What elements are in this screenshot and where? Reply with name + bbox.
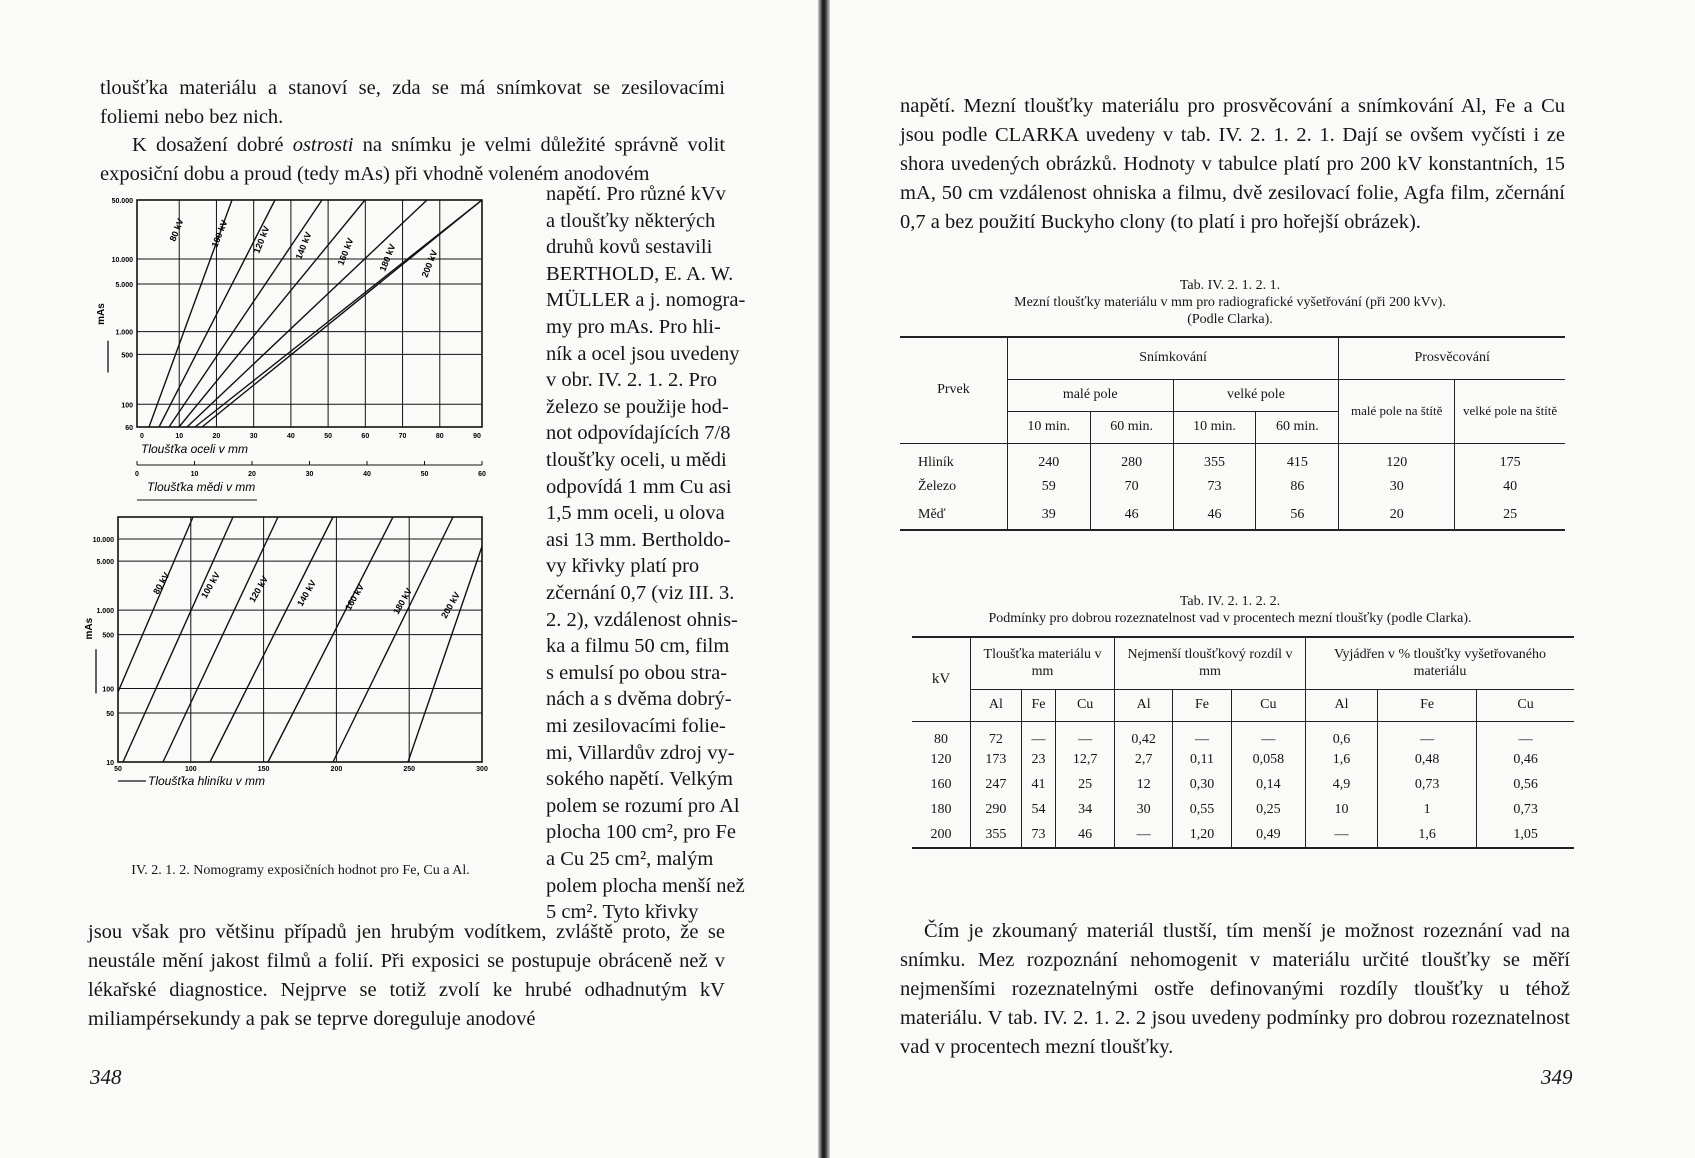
chart1-y-tick: 1.000 xyxy=(115,329,133,337)
side-text-line: 1,5 mm oceli, u olova xyxy=(546,502,725,525)
table2-cell: 0,73 xyxy=(1377,773,1476,798)
side-text-line: mi zesilovacími folie- xyxy=(546,715,726,737)
left-bottom-paragraph: jsou však pro většinu případů jen hrubým vodítkem, zvláště proto, že se neustále mění jakost filmů a folií. Při exposici se postupuje obráceně než v lékařské diagnostice. Nejprve se totiž zvolí ke hrubé odhadnutým kV miliampérsekundy a pak se teprve doreguluje anodové xyxy=(88,921,725,1030)
table2-cell: 1,6 xyxy=(1306,748,1378,773)
chart1-x-tick-copper: 20 xyxy=(248,471,256,478)
chart1-y-tick: 50.000 xyxy=(111,198,133,205)
table2-cell: 73 xyxy=(1021,823,1056,848)
table2-row-kv: 80 xyxy=(912,721,971,748)
table1-header-60min-male: 60 min. xyxy=(1090,411,1173,443)
table2-title: Podmínky pro dobrou rozeznatelnost vad v procentech mezní tloušťky (podle Clarka). xyxy=(988,611,1472,626)
nomogram-figure xyxy=(80,185,510,875)
table1-row xyxy=(900,472,1565,501)
table1-row-label: Hliník xyxy=(900,443,1007,472)
chart2-series-label: 140 kV xyxy=(295,578,318,608)
chart1-xlabel-steel: Tloušťka oceli v mm xyxy=(141,442,248,456)
chart1-ylabel: mAs xyxy=(96,303,107,325)
table2-row xyxy=(912,823,1574,848)
table2-subheader-al: Al xyxy=(1115,689,1173,721)
side-text-line: v obr. IV. 2. 1. 2. Pro xyxy=(546,369,718,392)
chart1-y-tick: 500 xyxy=(121,352,133,360)
side-text-line: a Cu 25 cm², malým xyxy=(546,848,714,870)
table2-cell: 12,7 xyxy=(1056,748,1115,773)
side-text-line: not odpovídajících 7/8 xyxy=(546,422,731,445)
chart2-series-label: 180 kV xyxy=(391,586,414,616)
side-text-line: MÜLLER a j. nomogra- xyxy=(546,289,746,312)
table2-row xyxy=(912,798,1574,823)
chart1-series-label: 160 kV xyxy=(335,236,356,267)
table2-cell: 0,48 xyxy=(1377,748,1476,773)
table1-cell: 280 xyxy=(1090,443,1173,472)
table2-cell: 54 xyxy=(1021,798,1056,823)
table2-cell: — xyxy=(1021,721,1056,748)
chart1-x-tick-copper: 60 xyxy=(478,471,486,478)
table2-cell: — xyxy=(1377,721,1476,748)
side-text-line: polem plocha menší než xyxy=(546,874,745,897)
chart2-x-tick: 250 xyxy=(403,766,416,773)
chart1-series-line xyxy=(179,200,365,427)
page-number-left: 348 xyxy=(90,1065,122,1089)
chart2-x-tick: 100 xyxy=(184,766,197,773)
table1-cell: 46 xyxy=(1173,501,1256,530)
side-text-line: 5 cm². Tyto křivky xyxy=(546,901,699,924)
table1-cell: 59 xyxy=(1007,472,1090,501)
chart1-series-line xyxy=(169,200,322,427)
table2-cell: 247 xyxy=(971,773,1022,798)
chart2-x-tick: 300 xyxy=(476,766,488,773)
table1-cell: 46 xyxy=(1090,501,1173,530)
table1-cell: 73 xyxy=(1173,472,1256,501)
side-text-line: zčernání 0,7 (viz III. 3. xyxy=(546,582,735,604)
para2-start: K dosažení dobré xyxy=(132,134,284,156)
table2-cell: 4,9 xyxy=(1306,773,1378,798)
chart2-frame xyxy=(118,517,482,762)
table2-subheader-row xyxy=(912,689,1574,721)
chart2-y-tick: 10.000 xyxy=(92,537,114,545)
table2-header-vyjadren: Vyjádřen v % tloušťky vyšetřovaného materiálu xyxy=(1306,637,1574,689)
chart1-y-tick: 60 xyxy=(125,425,133,432)
chart1-x-tick-copper: 30 xyxy=(305,471,314,478)
table2-row-kv: 180 xyxy=(912,798,971,823)
table2-subheader-al: Al xyxy=(1306,689,1378,721)
table2-subheader-al: Al xyxy=(971,689,1022,721)
table1-header-velke-pole: velké pole xyxy=(1173,379,1339,411)
side-text-line: vy křivky platí pro xyxy=(546,555,700,578)
chart1-x-tick-steel: 10 xyxy=(175,433,184,440)
side-text-line: sokého napětí. Velkým xyxy=(546,768,733,791)
table2-cell: 1 xyxy=(1377,798,1476,823)
table2-cell: 0,30 xyxy=(1173,773,1231,798)
left-page xyxy=(0,0,818,1158)
chart2-series-line xyxy=(118,517,193,692)
chart2-series-label: 100 kV xyxy=(199,570,222,600)
right-top-paragraph: napětí. Mezní tloušťky materiálu pro prosvěcování a snímkování Al, Fe a Cu jsou podle CLARKA uvedeny v tab. IV. 2. 1. 2. 1. Dají se ovšem vyčísti i ze shora uvedených obrázků. Hodnoty v tabulce platí pro 200 kV konstantních, 15 mA, 50 cm vzdálenost ohniska a filmu, dvě zesilovací folie, Agfa film, zčernání 0,7 a bez použití Buckyho clony (to platí i pro hořejší obrázek). xyxy=(900,95,1565,233)
table1-cell: 40 xyxy=(1503,478,1518,494)
table2-cell: 0,46 xyxy=(1513,752,1538,767)
chart1-y-tick: 5.000 xyxy=(115,281,133,289)
chart2-series-line xyxy=(408,546,482,762)
chart1-y-tick: 100 xyxy=(121,402,133,410)
table2-cell: 0,56 xyxy=(1513,777,1538,792)
table2-header-nejmensi: Nejmenší tloušťkový rozdíl v mm xyxy=(1115,637,1306,689)
chart1-x-tick-copper: 40 xyxy=(363,471,371,478)
chart2-xlabel: Tloušťka hliníku v mm xyxy=(148,774,265,788)
chart2-x-tick: 150 xyxy=(257,766,270,773)
table1-cell: 120 xyxy=(1339,443,1455,472)
side-text-line: BERTHOLD, E. A. W. xyxy=(546,262,734,285)
chart1-series-label: 180 kV xyxy=(377,242,398,273)
table1-row-label: Železo xyxy=(900,472,1007,501)
table2-number: Tab. IV. 2. 1. 2. 2. xyxy=(1179,594,1281,609)
chart2-series-line xyxy=(333,517,453,762)
chart1-x-tick-steel: 90 xyxy=(473,433,481,440)
table1-cell: 20 xyxy=(1339,501,1455,530)
chart2-series-label: 200 kV xyxy=(439,590,462,620)
table2-cell: 1,20 xyxy=(1173,823,1231,848)
table2-cell: 0,49 xyxy=(1231,823,1305,848)
table1-cell: 25 xyxy=(1503,507,1518,522)
right-bottom-paragraph: Čím je zkoumaný materiál tlustší, tím menší je možnost rozeznání vad na snímku. Mez rozpoznání nehomogenit v materiálu určité tloušťky se měří nejmenšími rozeznatelnými ostře definovanými rozdíly tloušťky u téhož materiálu. V tab. IV. 2. 1. 2. 2 jsou uvedeny podmínky pro dobrou rozeznatelnost vad v procentech mezní tloušťky. xyxy=(900,920,1570,1058)
table1-header-prosvecovani: Prosvěcování xyxy=(1339,337,1565,379)
side-text-line: nách a s dvěma dobrý- xyxy=(546,688,732,711)
table1-body xyxy=(900,443,1565,530)
table1-title: Mezní tloušťky materiálu v mm pro radiografické vyšetřování (při 200 kVv). xyxy=(1014,295,1446,310)
table2-cell: 0,73 xyxy=(1513,802,1538,817)
side-text-line: mi, Villardův zdroj vy- xyxy=(546,741,735,764)
table2-row-kv: 160 xyxy=(912,773,971,798)
table1-cell: 415 xyxy=(1256,443,1339,472)
table2-cell: 0,14 xyxy=(1231,773,1305,798)
table1-cell: 240 xyxy=(1007,443,1090,472)
side-text-line: a tloušťky některých xyxy=(546,209,716,232)
table1-header-10min-velke: 10 min. xyxy=(1173,411,1256,443)
table1-row xyxy=(900,443,1565,472)
left-top-paragraph: tloušťka materiálu a stanoví se, zda se má snímkovat se zesilovacími foliemi nebo bez nich. xyxy=(100,77,725,128)
table2-cell: 72 xyxy=(971,721,1022,748)
table1-cell: 355 xyxy=(1173,443,1256,472)
figure-caption: IV. 2. 1. 2. Nomogramy exposičních hodnot pro Fe, Cu a Al. xyxy=(131,863,470,878)
chart2-series-label: 160 kV xyxy=(343,582,366,612)
table2-cell: 355 xyxy=(971,823,1022,848)
chart2-y-tick: 500 xyxy=(102,632,114,640)
table2-cell: 2,7 xyxy=(1115,748,1173,773)
page-number-right: 349 xyxy=(1541,1065,1573,1089)
table1 xyxy=(900,336,1565,531)
table1-cell: 86 xyxy=(1256,472,1339,501)
chart1-x-tick-steel: 80 xyxy=(435,433,444,440)
para2-rest: na snímku je velmi důležité správně volit exposiční dobu a proud (tedy mAs) při vhodně voleném anodovém xyxy=(100,134,726,185)
table1-cell: 39 xyxy=(1007,501,1090,530)
chart1-series-label: 140 kV xyxy=(293,230,314,261)
table2-subheader-fe: Fe xyxy=(1173,689,1231,721)
table2-cell: 12 xyxy=(1115,773,1173,798)
side-text-line: 2. 2), vzdálenost ohnis- xyxy=(546,608,738,631)
chart2-x-tick: 200 xyxy=(330,766,343,773)
chart2-y-tick: 10 xyxy=(106,760,114,767)
side-text-line: plocha 100 cm², pro Fe xyxy=(546,821,737,844)
side-text-line: napětí. Pro různé kVv xyxy=(546,183,726,205)
right-page xyxy=(830,0,1695,1158)
table2-cell: 30 xyxy=(1115,798,1173,823)
para2-emphasis: ostrosti xyxy=(292,134,354,156)
chart1-x-tick-steel: 0 xyxy=(140,433,144,440)
table1-header-male-stit: malé pole na štítě xyxy=(1339,379,1455,443)
chart1-xlabel-copper: Tloušťka mědi v mm xyxy=(147,480,256,494)
side-text-line: odpovídá 1 mm Cu asi xyxy=(546,475,732,498)
chart2-series-line xyxy=(268,517,393,762)
side-text-line: ník a ocel jsou uvedeny xyxy=(546,342,740,365)
chart2-y-tick: 100 xyxy=(102,686,114,694)
table2-header-tloustka: Tloušťka materiálu v mm xyxy=(971,637,1115,689)
chart1-x-tick-steel: 60 xyxy=(361,433,370,440)
table2-subheader-cu: Cu xyxy=(1517,697,1534,712)
table2-cell: 0,6 xyxy=(1306,721,1378,748)
table2 xyxy=(912,636,1574,849)
table2-row xyxy=(912,748,1574,773)
table2-row xyxy=(912,721,1574,748)
table2-cell: — xyxy=(1231,721,1305,748)
table2-cell: 0,11 xyxy=(1173,748,1231,773)
table2-cell: 34 xyxy=(1056,798,1115,823)
table2-cell: 41 xyxy=(1021,773,1056,798)
table1-header-velke-stit: velké pole na štítě xyxy=(1462,403,1558,418)
chart2-ylabel: mAs xyxy=(84,617,95,640)
table2-subheader-cu: Cu xyxy=(1056,689,1115,721)
table2-cell: 290 xyxy=(971,798,1022,823)
chart1-x-tick-steel: 40 xyxy=(286,433,295,440)
table2-subheader-cu: Cu xyxy=(1231,689,1305,721)
table2-cell: 0,058 xyxy=(1231,748,1305,773)
side-text-line: polem se rozumí pro Al xyxy=(546,794,740,817)
side-text-line: asi 13 mm. Bertholdo- xyxy=(546,528,731,551)
side-text-line: ka a filmu 50 cm, film xyxy=(546,635,730,658)
chart2-series-label: 120 kV xyxy=(247,574,270,604)
table2-cell: — xyxy=(1056,721,1115,748)
table1-row xyxy=(900,501,1565,530)
table1-row-label: Měď xyxy=(900,501,1007,530)
chart1-series-label: 120 kV xyxy=(251,224,272,255)
chart2-series-label: 80 kV xyxy=(151,570,172,596)
chart2-x-tick: 50 xyxy=(114,766,122,773)
table2-cell: — xyxy=(1518,731,1533,747)
table1-header-10min-male: 10 min. xyxy=(1007,411,1090,443)
side-text-line: tloušťky oceli, u mědi xyxy=(546,449,727,471)
chart1-series-label: 100 kV xyxy=(209,218,230,249)
table2-cell: 1,05 xyxy=(1513,826,1538,842)
table1-cell: 30 xyxy=(1339,472,1455,501)
table2-header-kv: kV xyxy=(912,637,971,721)
table2-subheader-fe: Fe xyxy=(1021,689,1056,721)
table2-cell: 25 xyxy=(1056,773,1115,798)
table2-body xyxy=(912,721,1574,848)
table1-header-prvek: Prvek xyxy=(900,337,1007,443)
table2-cell: 0,42 xyxy=(1115,721,1173,748)
chart1-x-tick-steel: 30 xyxy=(249,433,258,440)
book-gutter xyxy=(818,0,830,1158)
chart1-y-tick: 10.000 xyxy=(111,257,133,265)
table1-header-snimkovani: Snímkování xyxy=(1007,337,1338,379)
table2-subheader-fe: Fe xyxy=(1377,689,1476,721)
chart2-series-line xyxy=(163,517,278,762)
table1-subtitle: (Podle Clarka). xyxy=(1187,312,1273,327)
table1-header-60min-velke: 60 min. xyxy=(1256,411,1339,443)
chart2-y-tick: 5.000 xyxy=(96,559,114,567)
table2-row-kv: 200 xyxy=(912,823,971,848)
table2-cell: 23 xyxy=(1021,748,1056,773)
table2-cell: 10 xyxy=(1306,798,1378,823)
table2-cell: — xyxy=(1115,823,1173,848)
chart1-x-tick-steel: 70 xyxy=(398,433,407,440)
side-text-line: s emulsí po obou stra- xyxy=(546,661,728,684)
table2-row-kv: 120 xyxy=(912,748,971,773)
table1-cell: 175 xyxy=(1499,454,1521,470)
chart2-y-tick: 50 xyxy=(106,711,114,718)
chart1-series-label: 200 kV xyxy=(419,248,440,279)
table1-cell: 70 xyxy=(1090,472,1173,501)
table2-cell: — xyxy=(1306,823,1378,848)
chart1-x-tick-copper: 50 xyxy=(420,471,429,478)
table2-cell: 46 xyxy=(1056,823,1115,848)
table1-number: Tab. IV. 2. 1. 2. 1. xyxy=(1179,278,1281,293)
table2-cell: 0,55 xyxy=(1173,798,1231,823)
table1-header-male-pole: malé pole xyxy=(1007,379,1173,411)
chart2-series-line xyxy=(210,517,333,762)
table2-cell: 1,6 xyxy=(1377,823,1476,848)
side-text-line: my pro mAs. Pro hli- xyxy=(546,316,721,338)
table2-cell: 0,25 xyxy=(1231,798,1305,823)
chart2-y-tick: 1.000 xyxy=(96,608,114,616)
chart1-series-label: 80 kV xyxy=(167,217,186,243)
chart1-x-tick-steel: 50 xyxy=(324,433,333,440)
chart1-x-tick-steel: 20 xyxy=(212,433,221,440)
table2-row xyxy=(912,773,1574,798)
chart1-x-tick-copper: 10 xyxy=(190,471,199,478)
side-text-line: železo se použije hod- xyxy=(546,395,729,418)
chart1-x-tick-copper: 0 xyxy=(135,471,139,478)
side-text-line: druhů kovů sestavili xyxy=(546,236,713,259)
table2-cell: 173 xyxy=(971,748,1022,773)
table2-cell: — xyxy=(1173,721,1231,748)
table1-cell: 56 xyxy=(1256,501,1339,530)
